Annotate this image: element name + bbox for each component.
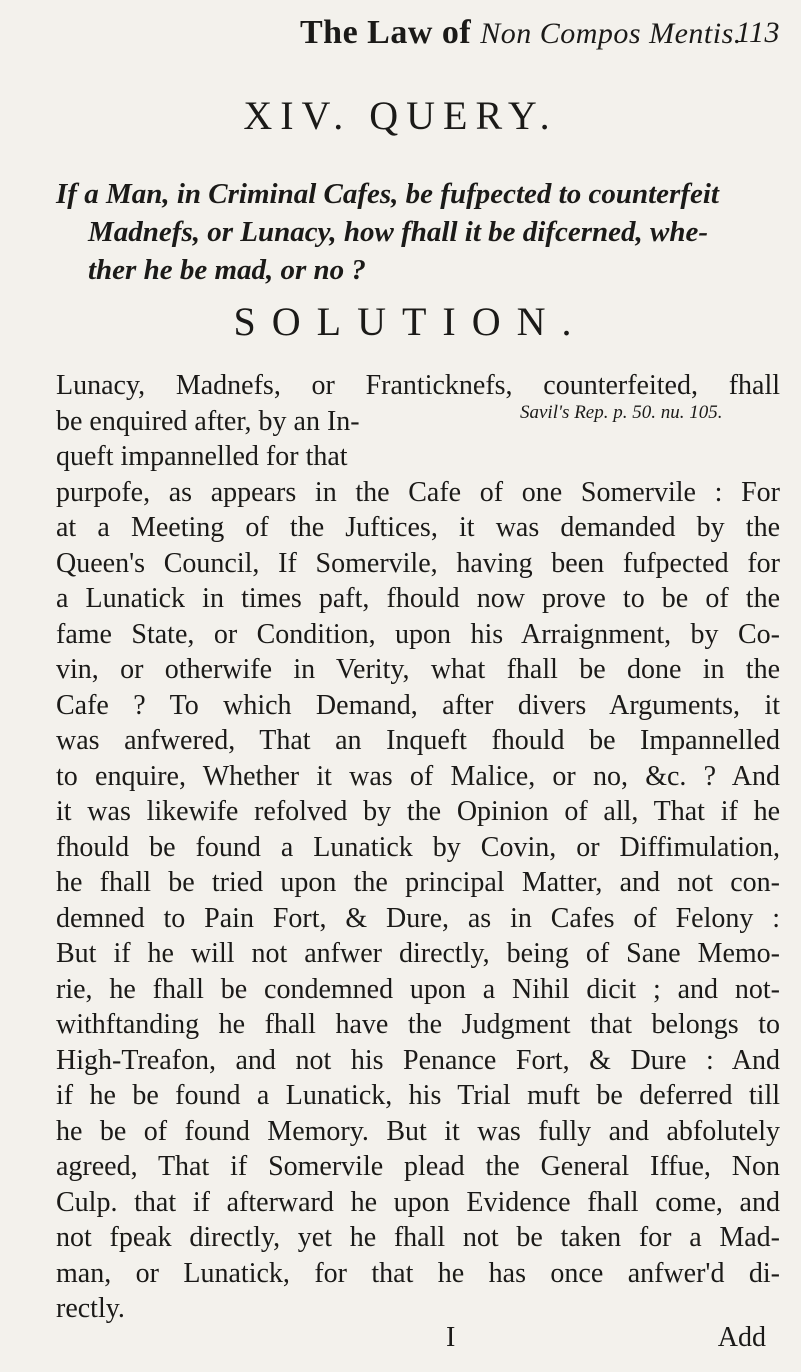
body-line: not fpeak directly, yet he fhall not be taken for a Mad- (56, 1222, 780, 1253)
question-line: If a Man, in Criminal Cafes, be fufpected to counterfeit (56, 178, 719, 210)
body-line: demned to Pain Fort, & Dure, as in Cafes of Felony : (56, 902, 780, 934)
running-head-title-italic: Non Compos Mentis. (480, 17, 742, 50)
body-line: Lunacy, Madnefs, or Franticknefs, counterfeited, fhall (56, 370, 780, 401)
solution-body (56, 368, 780, 1327)
body-line: Cafe ? To which Demand, after divers Arguments, it (56, 689, 780, 721)
body-line: at a Meeting of the Juftices, it was demanded by the (56, 512, 780, 543)
query-question (56, 175, 776, 289)
body-line: Culp. that if afterward he upon Evidence fhall come, and (56, 1186, 780, 1218)
body-line: rie, he fhall be condemned upon a Nihil dicit ; and not- (56, 973, 780, 1005)
body-line: withftanding he fhall have the Judgment that belongs to (56, 1009, 780, 1040)
body-line: if he be found a Lunatick, his Trial muft be deferred till (56, 1080, 780, 1111)
body-line: fame State, or Condition, upon his Arraignment, by Co- (56, 618, 780, 650)
body-line: rectly. (56, 1293, 125, 1324)
catchword: Add (717, 1322, 766, 1353)
question-line: Madnefs, or Lunacy, how fhall it be difcerned, whe- (88, 216, 709, 248)
marginal-citation: Savil's Rep. p. 50. nu. 105. (520, 402, 723, 423)
question-line: ther he be mad, or no ? (88, 254, 366, 286)
running-head (300, 14, 780, 52)
signature-mark: I (446, 1322, 456, 1353)
body-line: agreed, That if Somervile plead the General Iffue, Non (56, 1151, 780, 1182)
body-line: High-Treafon, and not his Penance Fort, & Dure : And (56, 1044, 780, 1076)
body-line: was anfwered, That an Inqueft fhould be Impannelled (56, 725, 780, 756)
body-line: vin, or otherwife in Verity, what fhall be done in the (56, 654, 780, 685)
body-line: But if he will not anfwer directly, being of Sane Memo- (56, 938, 780, 969)
body-line: to enquire, Whether it was of Malice, or no, &c. ? And (56, 760, 780, 792)
body-line: it was likewife refolved by the Opinion of all, That if he (56, 796, 780, 827)
page-number: 113 (735, 16, 780, 49)
body-line: he fhall be tried upon the principal Matter, and not con- (56, 867, 780, 898)
running-head-title: The Law of (300, 14, 472, 51)
solution-heading: SOLUTION. (233, 299, 588, 344)
body-line: he be of found Memory. But it was fully and abfolutely (56, 1115, 780, 1147)
query-heading: XIV. QUERY. (243, 93, 558, 138)
body-line: fhould be found a Lunatick by Covin, or Diffimulation, (56, 831, 780, 863)
body-line: be enquired after, by an In- (56, 405, 360, 437)
body-line: Queen's Council, If Somervile, having been fufpected for (56, 547, 780, 579)
body-line: queft impannelled for that (56, 441, 348, 472)
body-line: purpofe, as appears in the Cafe of one Somervile : For (56, 476, 780, 508)
body-line: man, or Lunatick, for that he has once anfwer'd di- (56, 1257, 780, 1289)
body-line: a Lunatick in times paft, fhould now prove to be of the (56, 583, 780, 614)
